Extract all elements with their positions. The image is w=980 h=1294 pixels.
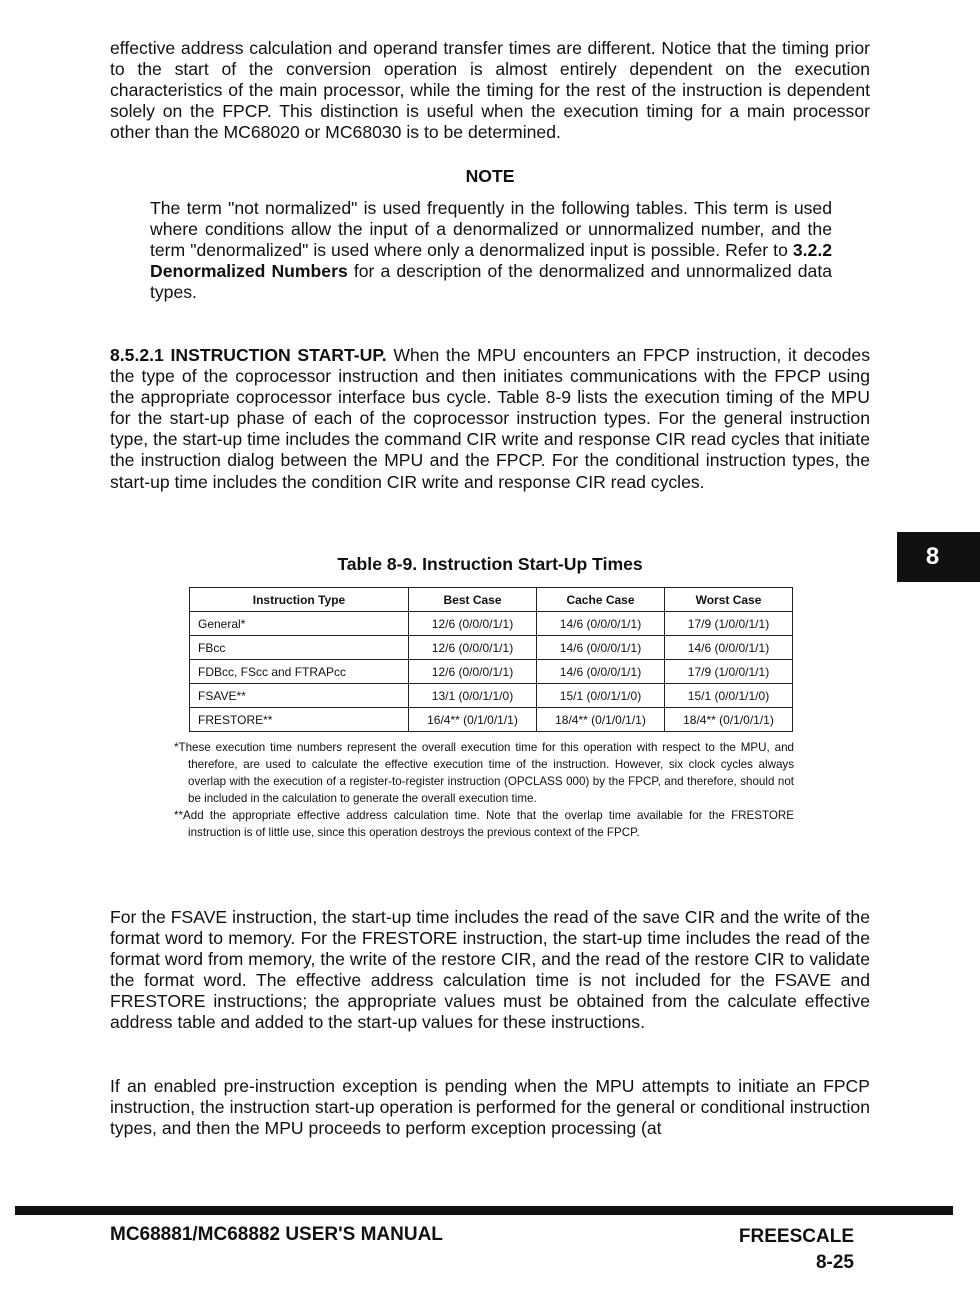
table-cell: 15/1 (0/0/1/1/0)	[537, 684, 665, 708]
intro-paragraph: effective address calculation and operand transfer times are different. Notice that the timing prior to the start of the conversion operation is almost entirely dependent on the execution characteristics of the main processor, while the timing for the rest of the instruction is dependent solely on the FPCP. This distinction is useful when the execution timing for a main processor other than the MC68020 or MC68030 is to be determined.	[110, 38, 870, 143]
table-title: Table 8-9. Instruction Start-Up Times	[337, 554, 643, 574]
footer-title: MC68881/MC68882 USER'S MANUAL	[110, 1224, 443, 1245]
table-cell: FSAVE**	[190, 684, 409, 708]
note-reference: 3.2.2 Denormalized Numbers	[150, 240, 832, 282]
table-cell: FDBcc, FScc and FTRAPcc	[190, 660, 409, 684]
exception-paragraph: If an enabled pre-instruction exception is pending when the MPU attempts to initiate an FPCP instruction, the instruction start-up operation is performed for the general or conditional instruction types, and then the MPU proceeds to perform exception processing (at	[110, 1076, 870, 1139]
table-cell: 14/6 (0/0/0/1/1)	[665, 636, 793, 660]
table-footnotes	[174, 739, 794, 842]
table-cell: 13/1 (0/0/1/1/0)	[409, 684, 537, 708]
table-cell: FBcc	[190, 636, 409, 660]
header-cell: Instruction Type	[190, 588, 409, 612]
note-heading: NOTE	[465, 166, 515, 186]
table-cell: 12/6 (0/0/0/1/1)	[409, 636, 537, 660]
note-paragraph	[150, 198, 832, 303]
table-cell: 17/9 (1/0/0/1/1)	[665, 612, 793, 636]
table-cell: 16/4** (0/1/0/1/1)	[409, 708, 537, 732]
fsave-paragraph: For the FSAVE instruction, the start-up time includes the read of the save CIR and the write of the format word to memory. For the FRESTORE instruction, the start-up time includes the read of the format word from memory, the write of the restore CIR, and the read of the restore CIR to validate the format word. The effective address calculation time is not included for the FSAVE and FRESTORE instructions; the appropriate values must be obtained from the calculate effective address table and added to the start-up values for these instructions.	[110, 907, 870, 1033]
table-cell: 14/6 (0/0/0/1/1)	[537, 636, 665, 660]
header-cell: Best Case	[409, 588, 537, 612]
table-cell: 18/4** (0/1/0/1/1)	[537, 708, 665, 732]
header-cell: Worst Case	[665, 588, 793, 612]
footer-brand: FREESCALE	[738, 1226, 854, 1247]
table-cell: 12/6 (0/0/0/1/1)	[409, 612, 537, 636]
footer-right	[739, 1224, 854, 1276]
footnote: *These execution time numbers represent the overall execution time for this operation with respect to the MPU, and therefore, are used to calculate the effective execution time of the instruction. However, six clock cycles always overlap with the execution of a register-to-register instruction (OPCLASS 000) by the FPCP, and therefore, should not be included in the calculation to generate the overall execution time.	[174, 741, 794, 806]
footnote: **Add the appropriate effective address calculation time. Note that the overlap time available for the FRESTORE instruction is of little use, since this operation destroys the previous context of the FPCP.	[174, 809, 794, 840]
table-row	[190, 612, 793, 636]
table-row	[190, 660, 793, 684]
table-cell: General*	[190, 612, 409, 636]
header-cell: Cache Case	[537, 588, 665, 612]
table-cell: 17/9 (1/0/0/1/1)	[665, 660, 793, 684]
table-cell: FRESTORE**	[190, 708, 409, 732]
table-row	[190, 684, 793, 708]
table-header-row	[190, 588, 793, 612]
table-cell: 12/6 (0/0/0/1/1)	[409, 660, 537, 684]
table-cell: 18/4** (0/1/0/1/1)	[665, 708, 793, 732]
table-cell: 14/6 (0/0/0/1/1)	[537, 612, 665, 636]
table-row	[190, 708, 793, 732]
chapter-tab: 8	[897, 532, 980, 582]
note-text: The term "not normalized" is used frequently in the following tables. This term is used where conditions allow the input of a denormalized or unnormalized number, and the term "denormalized" is used where only a denormalized input is possible. Refer to	[150, 198, 832, 261]
table-cell: 14/6 (0/0/0/1/1)	[537, 660, 665, 684]
startup-times-table	[189, 587, 793, 732]
footer-rule	[15, 1206, 953, 1215]
section-heading: 8.5.2.1 INSTRUCTION START-UP.	[110, 345, 387, 365]
note-text-end: for a description of the denormalized and unnormalized data types.	[150, 261, 832, 303]
page-number: 8-25	[815, 1252, 854, 1273]
table-row	[190, 636, 793, 660]
startup-paragraph	[110, 345, 870, 493]
startup-text: When the MPU encounters an FPCP instruction, it decodes the type of the coprocessor instruction and then initiates communications with the FPCP using the appropriate coprocessor interface bus cycle. Table 8-9 lists the execution timing of the MPU for the start-up phase of each of the coprocessor instruction types. For the general instruction type, the start-up time includes the command CIR write and response CIR read cycles that initiate the instruction dialog between the MPU and the FPCP. For the conditional instruction types, the start-up time includes the condition CIR write and response CIR read cycles.	[110, 345, 870, 492]
table-cell: 15/1 (0/0/1/1/0)	[665, 684, 793, 708]
